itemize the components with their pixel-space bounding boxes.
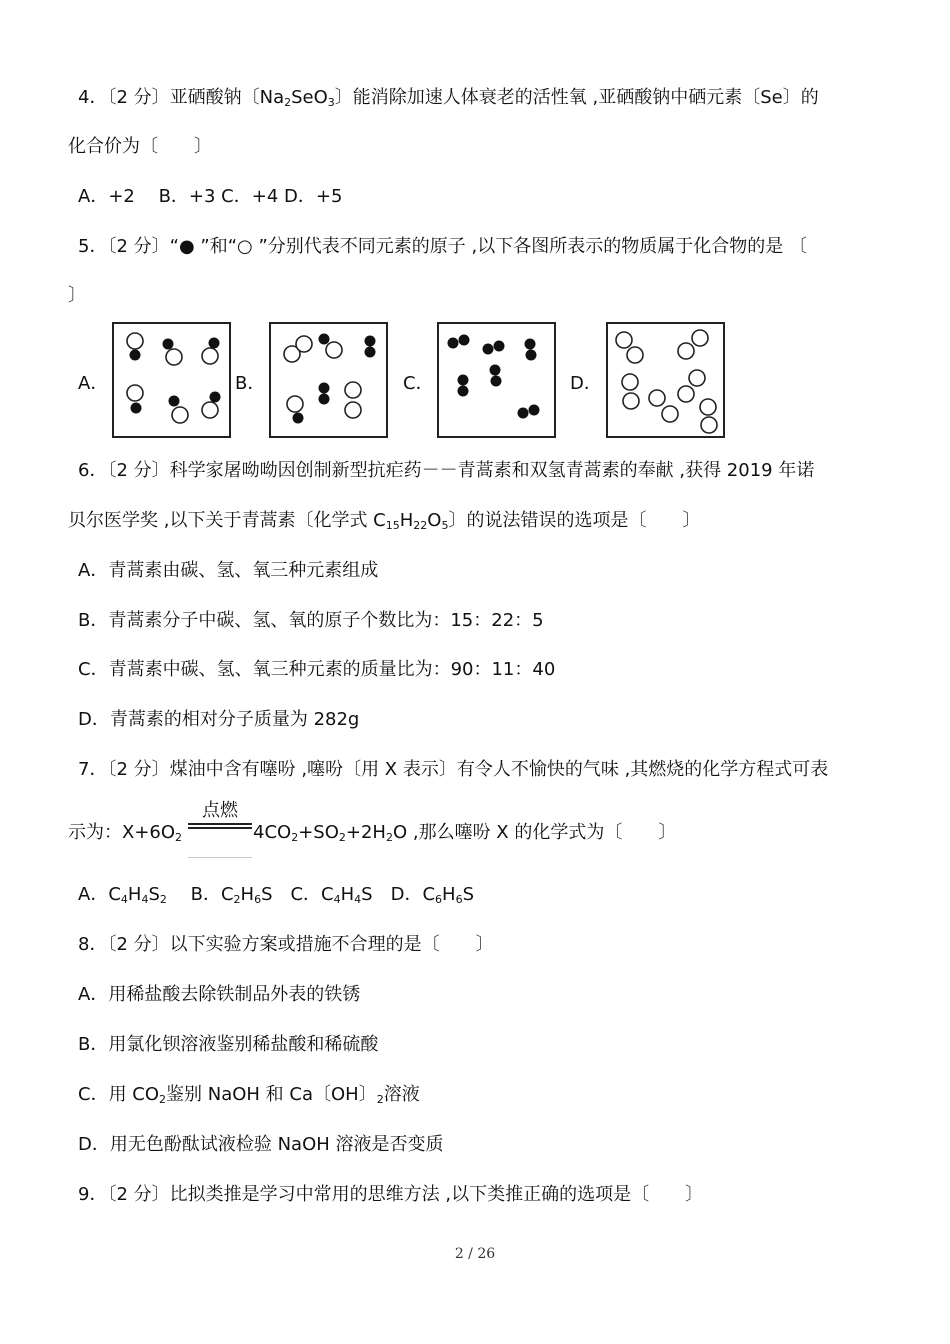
q6-sub: 22	[413, 519, 428, 532]
q4-line2: 化合价为〔 〕	[68, 136, 212, 157]
q7-sub: 4	[120, 893, 128, 906]
q4-line1	[78, 86, 819, 110]
q8-sub: 2	[376, 1093, 384, 1106]
q7-opt-text: H	[442, 884, 456, 905]
equals-line-top	[188, 823, 252, 825]
q7-sub: 2	[175, 831, 183, 844]
q8-option-c	[78, 1083, 420, 1107]
q8-option-d: D．用无色酚酞试液检验 NaOH 溶液是否变质	[78, 1134, 444, 1155]
q7-opt-text: S	[462, 884, 475, 905]
equals-line-bottom	[188, 827, 252, 829]
q5-label-d: D．	[570, 373, 602, 394]
condition-text: 点燃	[202, 800, 238, 821]
molecule-diagram-d	[608, 324, 729, 440]
q8-c-text: 溶液	[383, 1084, 420, 1105]
q7-sub: 4	[141, 893, 149, 906]
q6-text-c: O	[427, 510, 442, 531]
q8-line1: 8．〔2 分〕以下实验方案或措施不合理的是〔 〕	[78, 934, 494, 955]
q4-text-c: 〕能消除加速人体衰老的活性氧 ,亚硒酸钠中硒元素〔Se〕的	[334, 87, 819, 108]
q5-diagram-b	[269, 322, 388, 438]
q7-options	[78, 883, 474, 907]
q7-sub: 2	[291, 831, 299, 844]
q4-text-b: SeO	[291, 87, 328, 108]
q7-opt-text: S	[148, 884, 160, 905]
q5-line1: 5．〔2 分〕“● ”和“○ ”分别代表不同元素的原子 ,以下各图所表示的物质属于化合物的是 〔	[78, 236, 807, 257]
q5-diagram-d	[606, 322, 725, 438]
q8-option-a: A．用稀盐酸去除铁制品外表的铁锈	[78, 984, 361, 1005]
q4-sub: 3	[327, 96, 335, 109]
q7-opt-text: A．C	[78, 884, 121, 905]
q5-diagram-a	[112, 322, 231, 438]
q7-text-a: 示为：X+6O	[68, 822, 176, 843]
molecule-diagram-c	[439, 324, 558, 440]
q7-opt-text: S C．C	[261, 884, 334, 905]
q7-line1: 7．〔2 分〕煤油中含有噻吩 ,噻吩〔用 X 表示〕有令人不愉快的气味 ,其燃烧的化学方程式可表	[78, 759, 829, 780]
q7-sub: 6	[455, 893, 463, 906]
q8-sub: 2	[159, 1093, 167, 1106]
q6-option-d: D．青蒿素的相对分子质量为 282g	[78, 709, 360, 730]
q6-text-b: H	[399, 510, 414, 531]
q8-c-text: C．用 CO	[78, 1084, 160, 1105]
q7-line2-right	[253, 821, 676, 845]
q7-sub: 2	[159, 893, 167, 906]
q5-label-c: C．	[403, 373, 434, 394]
q7-line2-left	[68, 821, 182, 845]
q9-line1: 9．〔2 分〕比拟类推是学习中常用的思维方法 ,以下类推正确的选项是〔 〕	[78, 1184, 704, 1205]
molecule-diagram-b	[271, 324, 390, 440]
q7-sub: 2	[385, 831, 393, 844]
q7-opt-text: S D．C	[361, 884, 436, 905]
q7-text-b: 4CO	[253, 822, 292, 843]
q8-c-text: 鉴别 NaOH 和 Ca〔OH〕	[166, 1084, 377, 1105]
q7-text-e: O ,那么噻吩 X 的化学式为〔 〕	[392, 822, 677, 843]
q7-opt-text: H	[240, 884, 255, 905]
q6-sub: 5	[441, 519, 449, 532]
q6-option-c: C．青蒿素中碳、氢、氧三种元素的质量比为：90：11：40	[78, 659, 556, 680]
q5-diagram-c	[437, 322, 556, 438]
q6-line2	[68, 509, 700, 533]
q6-text-a: 贝尔医学奖 ,以下关于青蒿素〔化学式 C	[68, 510, 386, 531]
q6-line1: 6．〔2 分〕科学家屠呦呦因创制新型抗疟药－－青蒿素和双氢青蒿素的奉献 ,获得 2019 年诺	[78, 460, 815, 481]
molecule-diagram-a	[114, 324, 233, 440]
q6-sub: 15	[385, 519, 400, 532]
q7-text-c: +SO	[298, 822, 339, 843]
page-number: 2 / 26	[454, 1246, 496, 1262]
q7-sub: 6	[254, 893, 262, 906]
q5-label-b: B．	[235, 373, 266, 394]
reaction-condition	[188, 800, 252, 858]
q4-sub: 2	[284, 96, 292, 109]
q8-option-b: B．用氯化钡溶液鉴别稀盐酸和稀硫酸	[78, 1034, 379, 1055]
q7-sub: 4	[333, 893, 341, 906]
q7-sub: 6	[435, 893, 443, 906]
condition-underline	[188, 857, 252, 858]
q7-opt-text: H	[340, 884, 355, 905]
q6-option-b: B．青蒿素分子中碳、氢、氧的原子个数比为：15：22：5	[78, 610, 544, 631]
q7-sub: 4	[354, 893, 362, 906]
q6-option-a: A．青蒿素由碳、氢、氧三种元素组成	[78, 560, 379, 581]
q6-text-d: 〕的说法错误的选项是〔 〕	[448, 510, 701, 531]
q7-sub: 2	[338, 831, 346, 844]
q5-line2: 〕	[68, 285, 86, 306]
q7-opt-text: H	[127, 884, 142, 905]
q4-text-a: 4．〔2 分〕亚硒酸钠〔Na	[78, 87, 285, 108]
q7-text-d: +2H	[345, 822, 386, 843]
q7-sub: 2	[233, 893, 241, 906]
q7-opt-text: B．C	[166, 884, 234, 905]
q5-label-a: A．	[78, 373, 109, 394]
q4-options: A．+2 B．+3 C．+4 D．+5	[78, 186, 343, 207]
